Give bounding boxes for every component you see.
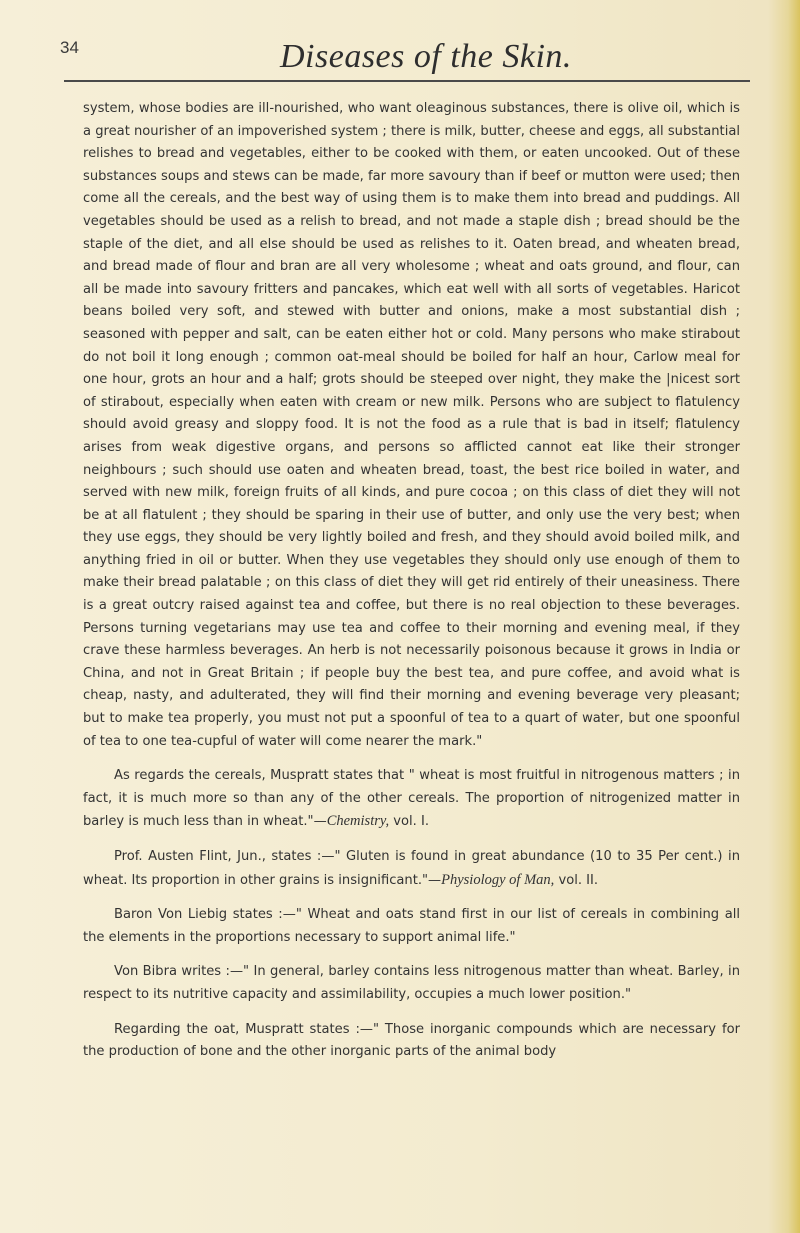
paragraph-text: Regarding the oat, Muspratt states :—" Those inorganic compounds which are necessary for the production of bone and the other inorganic parts of the animal body: [83, 1021, 740, 1060]
page-header: [60, 38, 750, 78]
citation-volume: vol. I.: [389, 814, 430, 830]
paragraph-bibra: [83, 961, 740, 1006]
paragraph-liebig: [83, 904, 740, 949]
paragraph-text: Baron Von Liebig states :—" Wheat and oats stand first in our list of cereals in combining all the elements in the proportions necessary to support animal life.": [83, 907, 740, 945]
citation-title: Chemistry,: [326, 813, 390, 830]
page-number: 34: [60, 38, 79, 57]
paragraph-flint: [83, 846, 740, 892]
body-text: [83, 98, 740, 1064]
paragraph-text: system, whose bodies are ill-nourished, who want oleaginous substances, there is olive oil, which is a great nourisher of an impoverished system ; there is milk, butter, cheese and eggs, all substantial relishes to bread and vegetables, either to be cooked with them, or eaten uncooked. Out of these substances soups and stews can be made, far more savoury than if beef or mutton were used; then come all the cereals, and the best way of using them is to make them into bread and puddings. All vegetables should be used as a relish to bread, and not made a staple dish ; bread should be the staple of the diet, and all else should be used as relishes to it. Oaten bread, and wheaten bread, and bread made of flour and bran are all very wholesome ; wheat and oats ground, and flour, can all be made into savoury fritters and pancakes, which eat well with all sorts of vegetables. Haricot beans boiled very soft, and stewed with butter and onions, make a most substantial dish ; seasoned with pepper and salt, can be eaten either hot or cold. Many persons who make stirabout do not boil it long enough ; common oat-meal should be boiled for half an hour, Carlow meal for one hour, grots an hour and a half; grots should be steeped over night, they make the |nicest sort of stirabout, especially when eaten with cream or new milk. Persons who are subject to flatulency should avoid greasy and sloppy food. It is not the food as a rule that is bad in itself; flatulency arises from weak digestive organs, and persons so afflicted cannot eat like their stronger neighbours ; such should use oaten and wheaten bread, toast, the best rice boiled in water, and served with new milk, foreign fruits of all kinds, and pure cocoa ; on this class of diet they will not be at all flatulent ; they should be sparing in their use of butter, and only use the very best; when they use eggs, they should be very lightly boiled and fresh, and they should avoid boiled milk, and anything fried in oil or butter. When they use vegetables they should only use enough of them to make their bread palatable ; on this class of diet they will get rid entirely of their uneasiness. There is a great outcry raised against tea and coffee, but there is no real objection to these beverages. Persons turning vegetarians may use tea and coffee to their morning and evening meal, if they crave these harmless beverages. An herb is not necessarily poisonous because it grows in India or China, and not in Great Britain ; if people buy the best tea, and pure coffee, and avoid what is cheap, nasty, and adulterated, they will find their morning and evening beverage very pleasant; but to make tea properly, you must not put a spoonful of tea to a quart of water, but one spoonful of tea to one tea-cupful of water will come nearer the mark.": [83, 101, 740, 749]
header-rule: [64, 80, 750, 82]
running-title: Diseases of the Skin.: [280, 38, 572, 75]
paragraph-muspratt-oat: [83, 1019, 740, 1064]
citation-volume: vol. II.: [554, 872, 599, 888]
citation-title: Physiology of Man,: [441, 871, 555, 888]
paragraph-text: Prof. Austen Flint, Jun., states :—" Gluten is found in great abundance (10 to 35 Per cent.) in wheat. Its proportion in other grains is insignificant."—: [83, 849, 740, 888]
paragraph-text: As regards the cereals, Muspratt states that " wheat is most fruitful in nitrogenous matters ; in fact, it is much more so than any of the other cereals. The proportion of nitrogenized matter in barley is much less than in wheat."—: [83, 768, 740, 830]
paragraph-diet: [83, 98, 740, 753]
paragraph-muspratt-wheat: [83, 765, 740, 834]
paragraph-text: Von Bibra writes :—" In general, barley contains less nitrogenous matter than wheat. Barley, in respect to its nutritive capacity and assimilability, occupies a much lower position.": [83, 964, 740, 1002]
